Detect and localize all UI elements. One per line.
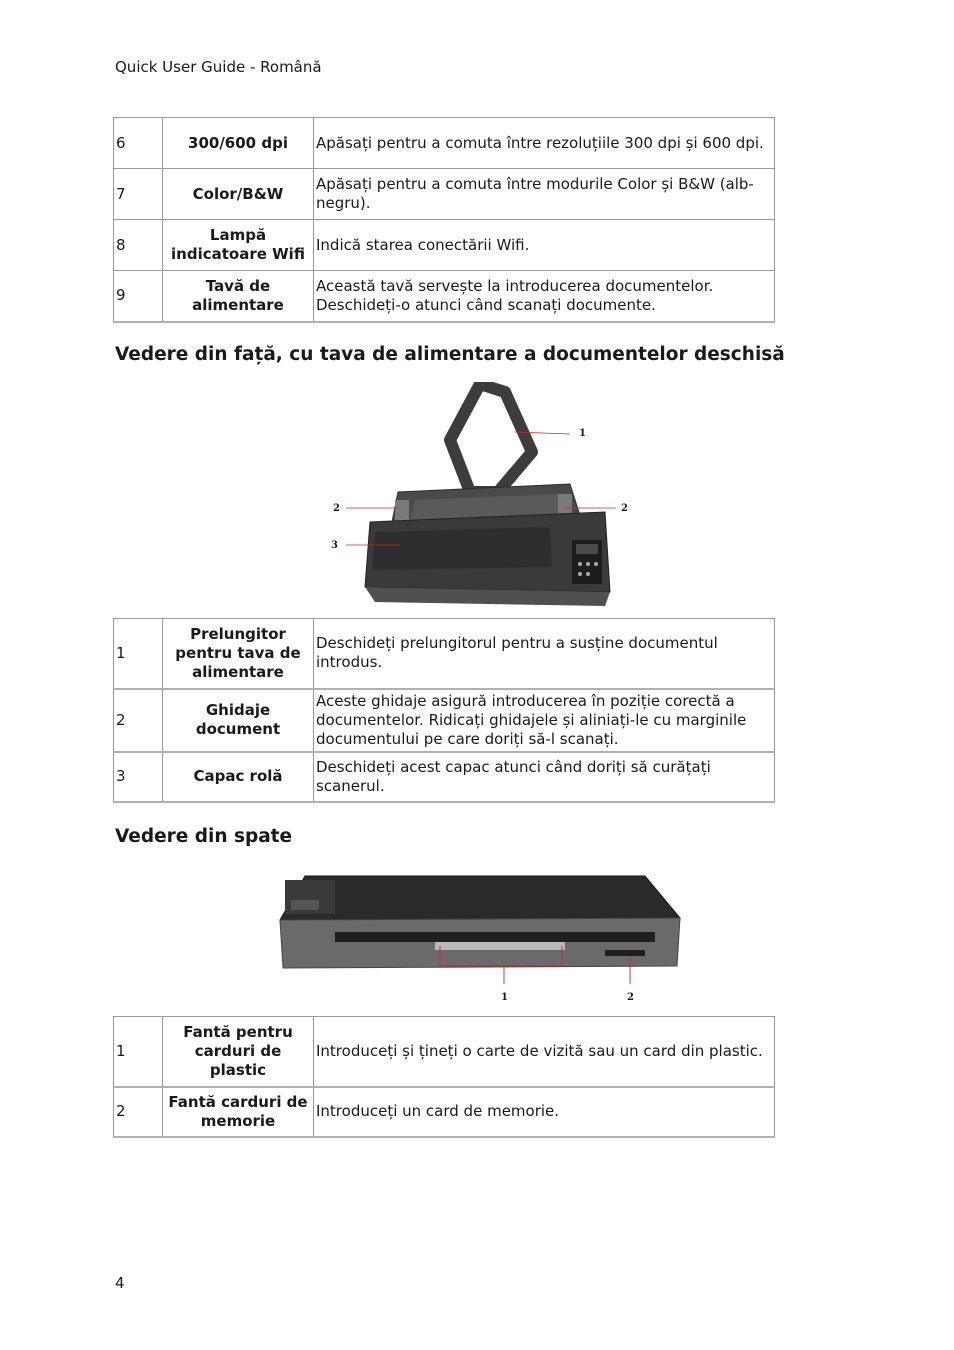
row-number: 6 bbox=[114, 118, 163, 169]
row-description: Apăsați pentru a comuta între modurile Color și B&W (alb-negru). bbox=[314, 169, 775, 220]
table-row bbox=[114, 220, 775, 271]
row-description: Deschideți acest capac atunci când doriți să curățați scanerul. bbox=[314, 752, 775, 802]
table-row bbox=[114, 689, 775, 752]
row-name: Color/B&W bbox=[163, 169, 314, 220]
row-number: 3 bbox=[114, 752, 163, 802]
row-name: Lampă indicatoare Wifi bbox=[163, 220, 314, 271]
table-row bbox=[114, 271, 775, 322]
callout-label: 2 bbox=[627, 992, 634, 1003]
scanner-front-image bbox=[320, 382, 640, 614]
table-row bbox=[114, 752, 775, 802]
row-description: Această tavă servește la introducerea documentelor. Deschideți-o atunci când scanați documente. bbox=[314, 271, 775, 322]
row-name: Prelungitor pentru tava de alimentare bbox=[163, 619, 314, 689]
front-view-table bbox=[113, 618, 775, 803]
page-number: 4 bbox=[115, 1274, 125, 1292]
back-view-table bbox=[113, 1016, 775, 1138]
row-number: 9 bbox=[114, 271, 163, 322]
table-row bbox=[114, 118, 775, 169]
row-description: Indică starea conectării Wifi. bbox=[314, 220, 775, 271]
row-name: Ghidaje document bbox=[163, 689, 314, 752]
scanner-back-image bbox=[275, 870, 685, 1000]
table-row bbox=[114, 1087, 775, 1137]
row-name: Fantă carduri de memorie bbox=[163, 1087, 314, 1137]
table-row bbox=[114, 1017, 775, 1087]
callout-label: 2 bbox=[333, 503, 340, 514]
row-number: 8 bbox=[114, 220, 163, 271]
row-name: 300/600 dpi bbox=[163, 118, 314, 169]
row-number: 2 bbox=[114, 1087, 163, 1137]
row-number: 7 bbox=[114, 169, 163, 220]
row-number: 2 bbox=[114, 689, 163, 752]
row-description: Introduceți și țineți o carte de vizită sau un card din plastic. bbox=[314, 1017, 775, 1087]
callout-label: 1 bbox=[579, 428, 586, 439]
row-name: Fantă pentru carduri de plastic bbox=[163, 1017, 314, 1087]
callout-label: 2 bbox=[621, 503, 628, 514]
table-row bbox=[114, 169, 775, 220]
row-name: Tavă de alimentare bbox=[163, 271, 314, 322]
callout-label: 3 bbox=[331, 540, 338, 551]
row-number: 1 bbox=[114, 619, 163, 689]
row-description: Aceste ghidaje asigură introducerea în poziție corectă a documentelor. Ridicați ghidajele și aliniați-le cu marginile documentului pe care doriți să-l scanați. bbox=[314, 689, 775, 752]
section-title-back-view: Vedere din spate bbox=[115, 826, 293, 847]
row-number: 1 bbox=[114, 1017, 163, 1087]
row-description: Introduceți un card de memorie. bbox=[314, 1087, 775, 1137]
row-name: Capac rolă bbox=[163, 752, 314, 802]
page-header: Quick User Guide - Română bbox=[115, 58, 322, 76]
section-title-front-view: Vedere din față, cu tava de alimentare a documentelor deschisă bbox=[115, 344, 785, 365]
row-description: Apăsați pentru a comuta între rezoluțiile 300 dpi și 600 dpi. bbox=[314, 118, 775, 169]
features-table-top bbox=[113, 117, 775, 323]
callout-label: 1 bbox=[501, 992, 508, 1003]
table-row bbox=[114, 619, 775, 689]
row-description: Deschideți prelungitorul pentru a susține documentul introdus. bbox=[314, 619, 775, 689]
